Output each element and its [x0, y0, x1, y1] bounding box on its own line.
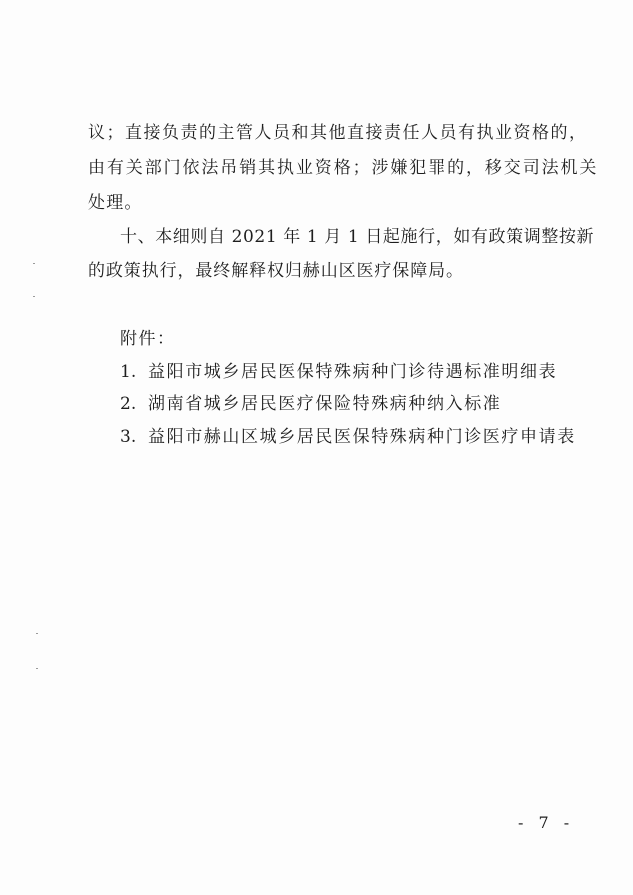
body-text-line-1: 议；直接负责的主管人员和其他直接责任人员有执业资格的， — [88, 123, 588, 143]
attachment-number: 2. — [120, 394, 137, 414]
attachments-heading: 附件： — [120, 329, 176, 349]
attachment-item-2 — [120, 392, 501, 416]
scan-speck — [33, 263, 35, 264]
attachment-title: 益阳市城乡居民医保特殊病种门诊待遇标准明细表 — [148, 362, 558, 382]
scan-speck — [36, 633, 38, 634]
article-ten-line-2: 的政策执行，最终解释权归赫山区医疗保障局。 — [88, 261, 464, 281]
page-number: - 7 - — [518, 813, 575, 832]
attachment-number: 3. — [120, 427, 137, 447]
scan-speck — [33, 296, 35, 297]
body-text-line-2: 由有关部门依法吊销其执业资格；涉嫌犯罪的，移交司法机关 — [88, 158, 599, 178]
attachment-number: 1. — [120, 362, 137, 382]
attachment-item-3 — [120, 425, 576, 449]
article-ten-line-1: 十、本细则自 2021 年 1 月 1 日起施行，如有政策调整按新 — [120, 227, 595, 247]
scan-speck — [36, 668, 38, 669]
attachment-title: 湖南省城乡居民医疗保险特殊病种纳入标准 — [148, 394, 502, 414]
body-text-line-3: 处理。 — [88, 193, 143, 213]
attachment-title: 益阳市赫山区城乡居民医保特殊病种门诊医疗申请表 — [148, 427, 576, 447]
attachment-item-1 — [120, 360, 557, 384]
